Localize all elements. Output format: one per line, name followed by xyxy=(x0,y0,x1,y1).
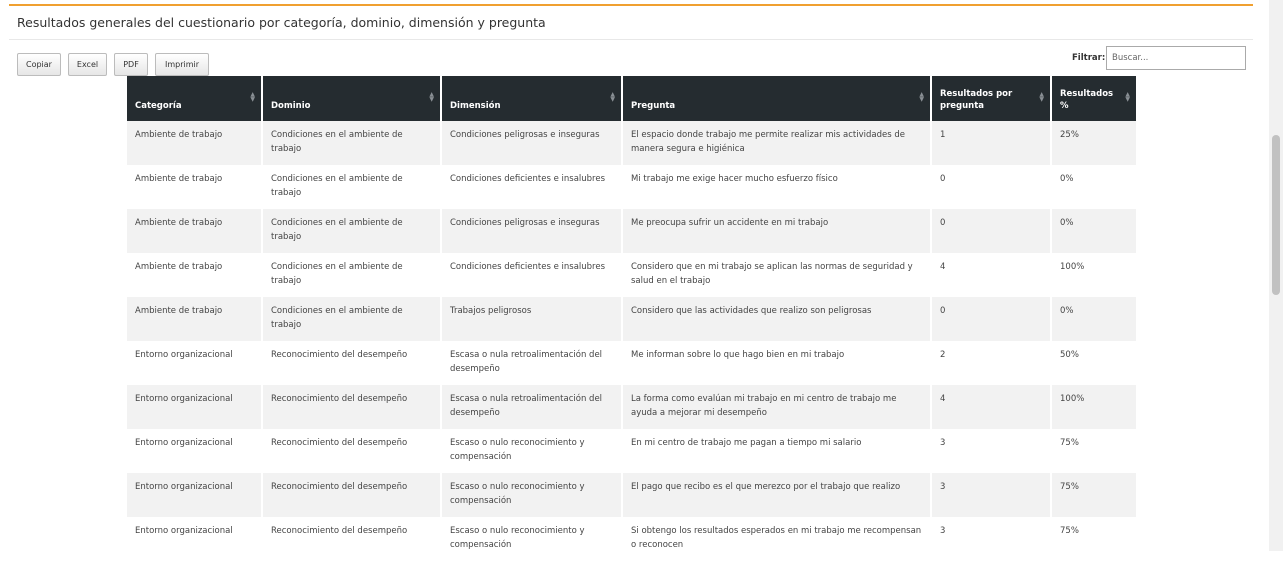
cell-pregunta: Me informan sobre lo que hago bien en mi trabajo xyxy=(622,341,931,385)
cell-categoria: Ambiente de trabajo xyxy=(127,297,262,341)
cell-dominio: Condiciones en el ambiente de trabajo xyxy=(262,121,441,165)
column-header-label: Pregunta xyxy=(631,101,676,112)
cell-pregunta: El pago que recibo es el que merezco por el trabajo que realizo xyxy=(622,473,931,517)
cell-pregunta: Mi trabajo me exige hacer mucho esfuerzo físico xyxy=(622,165,931,209)
cell-categoria: Ambiente de trabajo xyxy=(127,121,262,165)
column-header-dimension[interactable] xyxy=(441,76,622,121)
cell-porcentaje: 75% xyxy=(1051,429,1136,473)
column-header-label: Dimensión xyxy=(450,101,501,112)
scrollbar[interactable] xyxy=(1269,0,1283,551)
cell-porcentaje: 50% xyxy=(1051,341,1136,385)
search-input[interactable] xyxy=(1106,46,1246,70)
column-header-pregunta[interactable] xyxy=(622,76,931,121)
cell-dimension: Condiciones peligrosas e inseguras xyxy=(441,121,622,165)
sort-icon: ▲ ▼ xyxy=(1039,91,1044,103)
cell-dimension: Escaso o nulo reconocimiento y compensación xyxy=(441,429,622,473)
cell-dominio: Condiciones en el ambiente de trabajo xyxy=(262,165,441,209)
cell-resultado: 2 xyxy=(931,341,1051,385)
cell-porcentaje: 25% xyxy=(1051,121,1136,165)
column-header-label: Resultados por pregunta xyxy=(940,88,1013,112)
cell-resultado: 4 xyxy=(931,385,1051,429)
cell-dimension: Escasa o nula retroalimentación del desempeño xyxy=(441,341,622,385)
cell-pregunta: Considero que en mi trabajo se aplican las normas de seguridad y salud en el trabajo xyxy=(622,253,931,297)
cell-resultado: 3 xyxy=(931,429,1051,473)
column-header-dominio[interactable] xyxy=(262,76,441,121)
pdf-button[interactable]: PDF xyxy=(114,53,148,76)
cell-dimension: Escaso o nulo reconocimiento y compensación xyxy=(441,473,622,517)
table-header-row xyxy=(127,76,1136,121)
table-row xyxy=(127,209,1136,253)
cell-pregunta: En mi centro de trabajo me pagan a tiempo mi salario xyxy=(622,429,931,473)
column-header-label: Categoría xyxy=(135,101,182,112)
cell-dimension: Trabajos peligrosos xyxy=(441,297,622,341)
sort-icon: ▲ ▼ xyxy=(610,91,615,103)
table-row xyxy=(127,385,1136,429)
cell-porcentaje: 0% xyxy=(1051,297,1136,341)
cell-dominio: Reconocimiento del desempeño xyxy=(262,341,441,385)
table-row xyxy=(127,297,1136,341)
cell-categoria: Entorno organizacional xyxy=(127,341,262,385)
cell-categoria: Ambiente de trabajo xyxy=(127,165,262,209)
panel-title: Resultados generales del cuestionario por categoría, dominio, dimensión y pregunta xyxy=(17,15,546,30)
cell-pregunta: Si obtengo los resultados esperados en mi trabajo me recompensan o reconocen xyxy=(622,517,931,561)
cell-porcentaje: 0% xyxy=(1051,209,1136,253)
table-row xyxy=(127,517,1136,561)
cell-dominio: Reconocimiento del desempeño xyxy=(262,473,441,517)
cell-dimension: Condiciones peligrosas e inseguras xyxy=(441,209,622,253)
column-header-resultados-pregunta[interactable] xyxy=(931,76,1051,121)
cell-categoria: Ambiente de trabajo xyxy=(127,253,262,297)
copy-button[interactable]: Copiar xyxy=(17,53,61,76)
cell-categoria: Entorno organizacional xyxy=(127,517,262,561)
sort-icon: ▲ ▼ xyxy=(919,91,924,103)
cell-dominio: Reconocimiento del desempeño xyxy=(262,517,441,561)
cell-categoria: Ambiente de trabajo xyxy=(127,209,262,253)
cell-dominio: Reconocimiento del desempeño xyxy=(262,385,441,429)
cell-categoria: Entorno organizacional xyxy=(127,473,262,517)
excel-button[interactable]: Excel xyxy=(68,53,107,76)
cell-pregunta: El espacio donde trabajo me permite realizar mis actividades de manera segura e higiénica xyxy=(622,121,931,165)
table-row xyxy=(127,165,1136,209)
print-button[interactable]: Imprimir xyxy=(155,53,209,76)
sort-icon: ▲ ▼ xyxy=(1125,91,1130,103)
cell-resultado: 0 xyxy=(931,297,1051,341)
cell-porcentaje: 100% xyxy=(1051,253,1136,297)
cell-porcentaje: 75% xyxy=(1051,473,1136,517)
table-row xyxy=(127,253,1136,297)
cell-resultado: 0 xyxy=(931,209,1051,253)
cell-categoria: Entorno organizacional xyxy=(127,385,262,429)
cell-dominio: Condiciones en el ambiente de trabajo xyxy=(262,297,441,341)
cell-dimension: Condiciones deficientes e insalubres xyxy=(441,165,622,209)
filter-label: Filtrar: xyxy=(1072,53,1106,63)
cell-categoria: Entorno organizacional xyxy=(127,429,262,473)
sort-icon: ▲ ▼ xyxy=(429,91,434,103)
cell-resultado: 3 xyxy=(931,517,1051,561)
table-row xyxy=(127,429,1136,473)
cell-resultado: 1 xyxy=(931,121,1051,165)
cell-dimension: Condiciones deficientes e insalubres xyxy=(441,253,622,297)
column-header-label: Resultados % xyxy=(1060,88,1114,112)
cell-dimension: Escasa o nula retroalimentación del desempeño xyxy=(441,385,622,429)
cell-porcentaje: 75% xyxy=(1051,517,1136,561)
column-header-categoria[interactable] xyxy=(127,76,262,121)
cell-dominio: Condiciones en el ambiente de trabajo xyxy=(262,209,441,253)
scrollbar-thumb[interactable] xyxy=(1272,135,1280,295)
divider xyxy=(9,39,1253,40)
cell-porcentaje: 100% xyxy=(1051,385,1136,429)
table-row xyxy=(127,473,1136,517)
table-row xyxy=(127,121,1136,165)
cell-porcentaje: 0% xyxy=(1051,165,1136,209)
cell-dominio: Condiciones en el ambiente de trabajo xyxy=(262,253,441,297)
results-table xyxy=(127,76,1136,561)
cell-pregunta: La forma como evalúan mi trabajo en mi centro de trabajo me ayuda a mejorar mi desempeño xyxy=(622,385,931,429)
table-row xyxy=(127,341,1136,385)
sort-icon: ▲ ▼ xyxy=(250,91,255,103)
cell-resultado: 3 xyxy=(931,473,1051,517)
cell-resultado: 4 xyxy=(931,253,1051,297)
cell-pregunta: Considero que las actividades que realizo son peligrosas xyxy=(622,297,931,341)
cell-dimension: Escaso o nulo reconocimiento y compensación xyxy=(441,517,622,561)
cell-pregunta: Me preocupa sufrir un accidente en mi trabajo xyxy=(622,209,931,253)
column-header-label: Dominio xyxy=(271,101,311,112)
column-header-resultados-porcentaje[interactable] xyxy=(1051,76,1136,121)
cell-dominio: Reconocimiento del desempeño xyxy=(262,429,441,473)
cell-resultado: 0 xyxy=(931,165,1051,209)
